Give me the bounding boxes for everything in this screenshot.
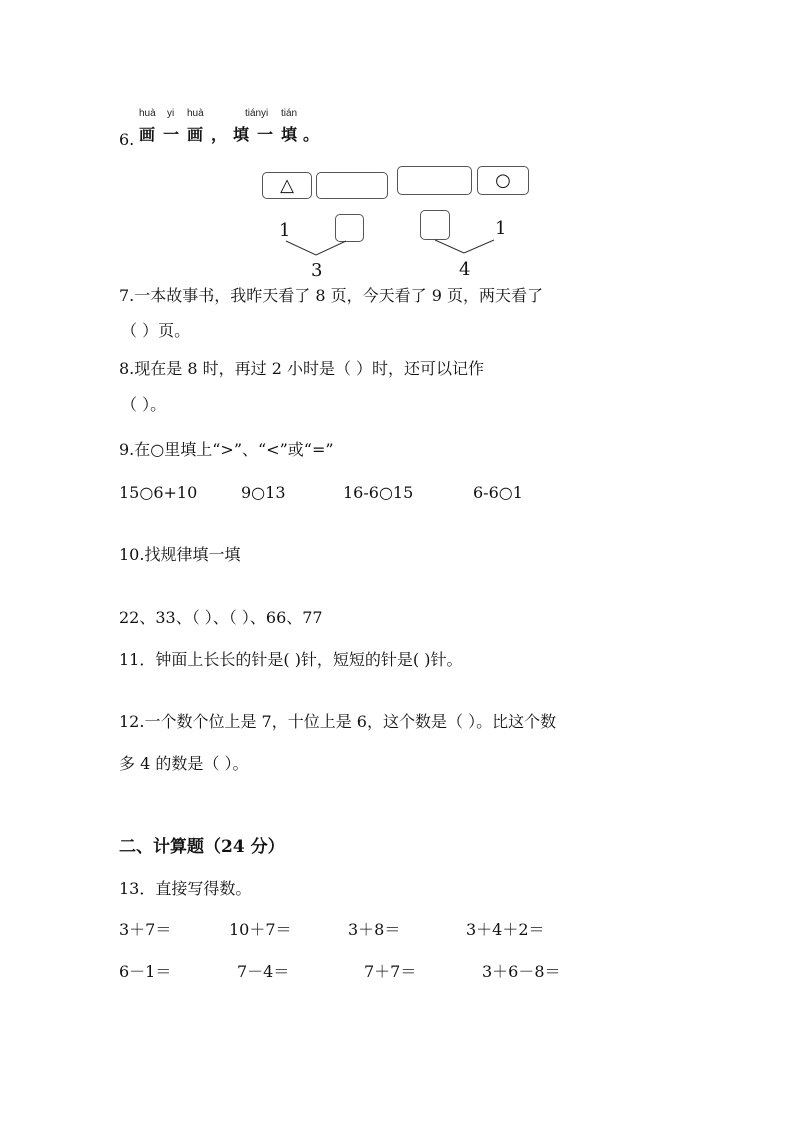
group2-right-number: 1 [495,218,507,239]
question-9-title: 9.在○里填上“>”、“<”或“=” [119,440,334,459]
question-11-text: 11．钟面上长长的针是( )针，短短的针是( )针。 [119,650,463,669]
pinyin-yi-2: yi [261,108,269,119]
pinyin-hua-2: huà [187,108,204,119]
question-9-item-3: 16-6○15 [343,483,414,502]
question-7-line-2: （ ）页。 [121,321,191,340]
question-9-item-1: 15○6+10 [119,483,198,502]
circle-icon: ○ [495,170,511,191]
calc-1-2: 10＋7＝ [229,920,292,939]
triangle-icon: △ [280,175,294,196]
char-yi-2: 一 [257,125,274,144]
char-period: 。 [303,125,320,144]
calc-1-3: 3＋8＝ [348,920,401,939]
pinyin-hua-1: huà [139,108,156,119]
char-yi-1: 一 [163,125,180,144]
section-2-title: 二、计算题（24 分） [119,837,285,857]
pinyin-tian-2: tián [281,108,298,119]
question-6-number: 6. [119,130,135,149]
question-10-sequence: 22、33、（ ）、（ ）、66、77 [119,608,323,627]
group2-total: 4 [459,259,471,280]
calc-2-1: 6－1＝ [119,962,172,981]
question-7-line-1: 7.一本故事书，我昨天看了 8 页，今天看了 9 页，两天看了 [119,286,543,305]
calc-1-4: 3＋4＋2＝ [466,920,545,939]
pinyin-tian-1: tián [245,108,262,119]
number-bond-lines [0,0,794,300]
calc-2-4: 3＋6－8＝ [482,962,561,981]
question-8-line-1: 8.现在是 8 时，再过 2 小时是（ ）时，还可以记作 [119,359,485,378]
calc-1-1: 3＋7＝ [119,920,172,939]
question-10-title: 10.找规律填一填 [119,545,241,564]
group1-left-number: 1 [279,220,291,241]
calc-2-2: 7－4＝ [237,962,290,981]
group1-total: 3 [311,260,323,281]
char-tian-2: 填 [281,125,298,144]
question-13-title: 13．直接写得数。 [119,879,252,898]
char-tian-1: 填 [233,125,250,144]
question-9-item-4: 6-6○1 [473,483,523,502]
calc-2-3: 7＋7＝ [364,962,417,981]
char-comma: ， [211,125,228,144]
question-9-item-2: 9○13 [241,483,286,502]
pinyin-yi-1: yi [167,108,175,119]
char-hua-2: 画 [187,125,204,144]
char-hua-1: 画 [139,125,156,144]
question-8-line-2: （ ）。 [121,395,167,414]
question-12-line-1: 12.一个数个位上是 7，十位上是 6，这个数是（ ）。比这个数 [119,712,557,731]
question-12-line-2: 多 4 的数是（ ）。 [119,754,249,773]
